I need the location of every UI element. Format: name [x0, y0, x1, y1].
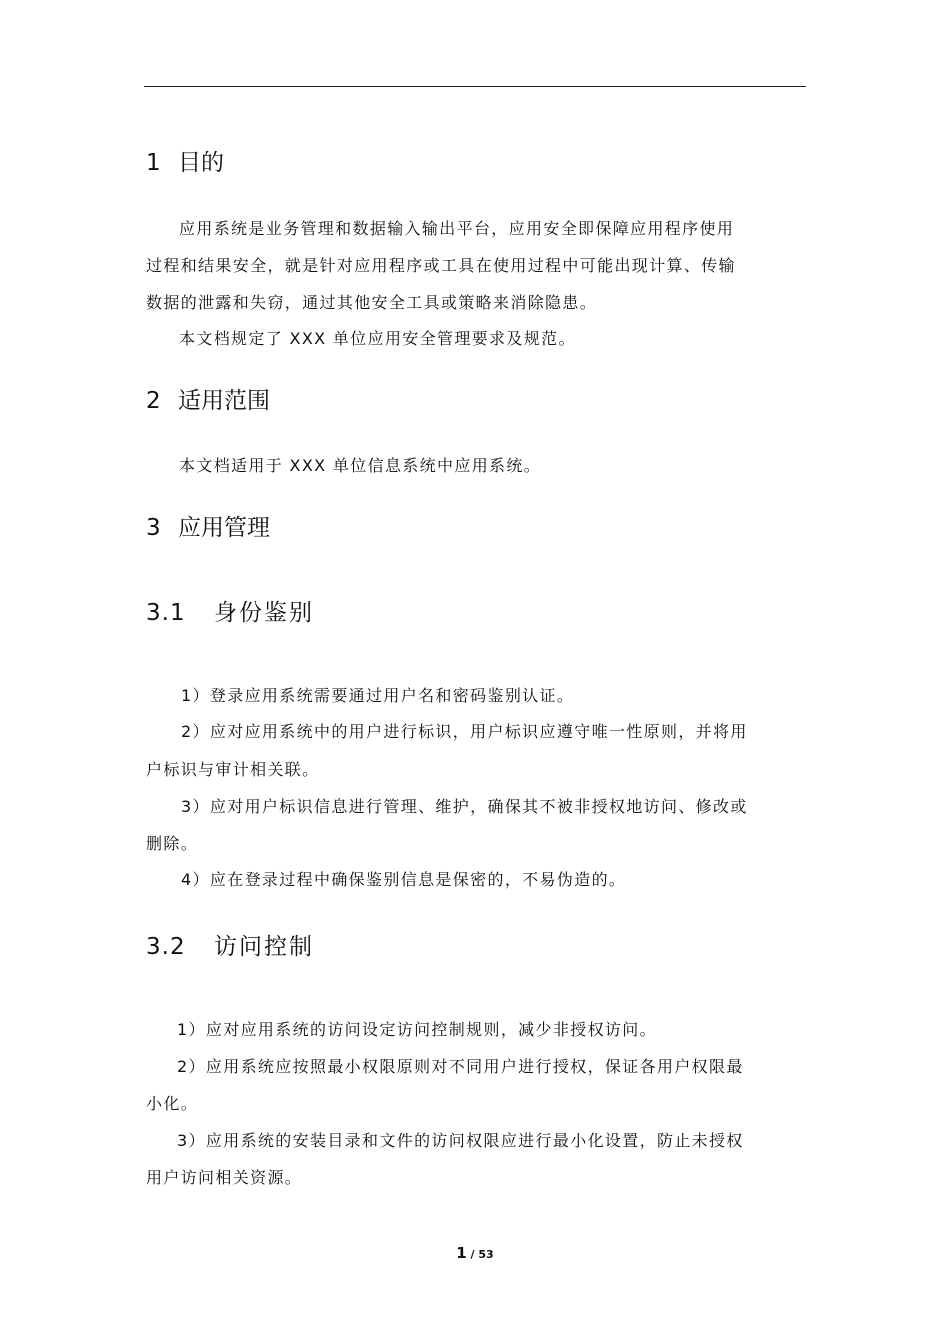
heading-title: 应用管理	[178, 515, 270, 541]
list-item-continuation: 用户访问相关资源。	[146, 1168, 303, 1187]
heading-section-3	[146, 513, 270, 543]
heading-number: 2	[146, 388, 161, 414]
heading-section-2	[146, 386, 270, 416]
list-item: 2）应对应用系统中的用户进行标识，用户标识应遵守唯一性原则，并将用	[181, 722, 748, 741]
paragraph-line: 过程和结果安全，就是针对应用程序或工具在使用过程中可能出现计算、传输	[146, 256, 736, 275]
list-item: 3）应对用户标识信息进行管理、维护，确保其不被非授权地访问、修改或	[181, 797, 748, 816]
list-item-continuation: 删除。	[146, 834, 199, 853]
list-item: 2）应用系统应按照最小权限原则对不同用户进行授权，保证各用户权限最	[177, 1057, 744, 1076]
paragraph-line: 本文档规定了 XXX 单位应用安全管理要求及规范。	[179, 329, 576, 348]
paragraph-line: 数据的泄露和失窃，通过其他安全工具或策略来消除隐患。	[146, 293, 598, 312]
paragraph-line: 应用系统是业务管理和数据输入输出平台，应用安全即保障应用程序使用	[179, 219, 735, 238]
list-item-continuation: 户标识与审计相关联。	[146, 760, 320, 779]
list-item: 1）登录应用系统需要通过用户名和密码鉴别认证。	[181, 686, 575, 705]
heading-section-1	[146, 148, 224, 178]
heading-section-3-2	[146, 932, 314, 962]
page-separator: /	[466, 1248, 479, 1261]
heading-title: 适用范围	[178, 388, 270, 414]
list-item: 1）应对应用系统的访问设定访问控制规则，减少非授权访问。	[177, 1020, 657, 1039]
heading-section-3-1	[146, 598, 314, 628]
heading-title: 身份鉴别	[214, 600, 314, 626]
paragraph-line: 本文档适用于 XXX 单位信息系统中应用系统。	[179, 456, 542, 475]
total-pages: 53	[478, 1248, 494, 1261]
list-item-continuation: 小化。	[146, 1094, 199, 1113]
heading-number: 3.2	[146, 934, 186, 960]
heading-title: 访问控制	[214, 934, 314, 960]
heading-number: 3	[146, 515, 161, 541]
heading-number: 3.1	[146, 600, 186, 626]
heading-title: 目的	[178, 150, 224, 176]
heading-number: 1	[146, 150, 161, 176]
list-item: 4）应在登录过程中确保鉴别信息是保密的，不易伪造的。	[181, 870, 627, 889]
header-rule	[144, 86, 806, 87]
current-page: 1	[456, 1244, 467, 1262]
list-item: 3）应用系统的安装目录和文件的访问权限应进行最小化设置，防止未授权	[177, 1131, 744, 1150]
page-number	[0, 1243, 950, 1262]
